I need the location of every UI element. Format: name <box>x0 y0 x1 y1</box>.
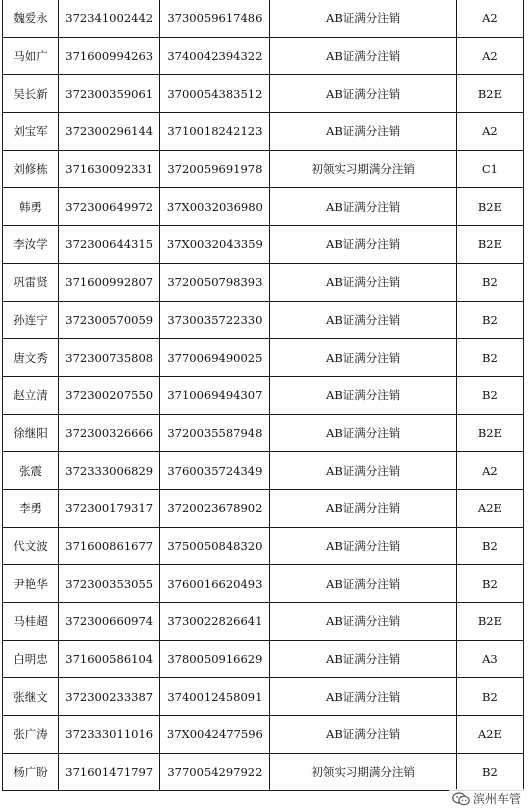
cell-id-2: 3720059691978 <box>160 150 270 188</box>
cell-id-1: 372333006829 <box>59 452 160 490</box>
cell-id-1: 371600994263 <box>59 37 160 75</box>
cell-id-2: 3760035724349 <box>160 452 270 490</box>
cell-id-2: 3770054297922 <box>160 753 270 791</box>
cell-reason: AB证满分注销 <box>270 113 456 151</box>
cell-id-1: 372300233387 <box>59 678 160 716</box>
cell-id-2: 3770069490025 <box>160 339 270 377</box>
cell-name: 孙连宁 <box>3 301 59 339</box>
cell-name: 李汝学 <box>3 226 59 264</box>
cell-name: 张广涛 <box>3 716 59 754</box>
cell-grade: B2 <box>456 753 523 791</box>
cell-grade: A2E <box>456 716 523 754</box>
table-row <box>3 452 524 490</box>
table-row <box>3 527 524 565</box>
cell-reason: AB证满分注销 <box>270 339 456 377</box>
table-row <box>3 150 524 188</box>
cell-reason: AB证满分注销 <box>270 527 456 565</box>
cell-reason: AB证满分注销 <box>270 489 456 527</box>
cell-grade: B2E <box>456 188 523 226</box>
cell-id-1: 372300359061 <box>59 75 160 113</box>
cell-name: 代文波 <box>3 527 59 565</box>
cell-id-1: 372341002442 <box>59 0 160 37</box>
cell-name: 马如广 <box>3 37 59 75</box>
table-row <box>3 565 524 603</box>
cell-name: 李勇 <box>3 489 59 527</box>
cell-id-1: 372300207550 <box>59 376 160 414</box>
cell-id-2: 3710018242123 <box>160 113 270 151</box>
cell-name: 吴长新 <box>3 75 59 113</box>
cell-grade: A2 <box>456 0 523 37</box>
cell-id-1: 372300296144 <box>59 113 160 151</box>
cell-id-1: 372300649972 <box>59 188 160 226</box>
revocation-table <box>2 0 524 791</box>
table-row <box>3 263 524 301</box>
cell-reason: AB证满分注销 <box>270 452 456 490</box>
cell-id-2: 3730059617486 <box>160 0 270 37</box>
cell-grade: B2 <box>456 263 523 301</box>
table-row <box>3 376 524 414</box>
table-row <box>3 339 524 377</box>
cell-name: 杨广盼 <box>3 753 59 791</box>
cell-id-1: 371600992807 <box>59 263 160 301</box>
cell-id-1: 371600586104 <box>59 640 160 678</box>
table-row <box>3 489 524 527</box>
cell-id-2: 3700054383512 <box>160 75 270 113</box>
table-row <box>3 37 524 75</box>
cell-grade: B2 <box>456 339 523 377</box>
cell-grade: B2E <box>456 75 523 113</box>
cell-name: 尹艳华 <box>3 565 59 603</box>
cell-id-2: 3750050848320 <box>160 527 270 565</box>
cell-grade: A2E <box>456 489 523 527</box>
cell-name: 马桂超 <box>3 603 59 641</box>
cell-name: 白明忠 <box>3 640 59 678</box>
cell-id-2: 37X0032043359 <box>160 226 270 264</box>
cell-grade: A2 <box>456 37 523 75</box>
cell-reason: AB证满分注销 <box>270 188 456 226</box>
cell-grade: B2 <box>456 301 523 339</box>
cell-id-2: 3710069494307 <box>160 376 270 414</box>
cell-reason: AB证满分注销 <box>270 75 456 113</box>
cell-id-2: 3730022826641 <box>160 603 270 641</box>
cell-reason: AB证满分注销 <box>270 226 456 264</box>
cell-reason: AB证满分注销 <box>270 263 456 301</box>
table-row <box>3 188 524 226</box>
cell-id-1: 372300179317 <box>59 489 160 527</box>
table-row <box>3 0 524 37</box>
table-row <box>3 678 524 716</box>
table-row <box>3 716 524 754</box>
cell-name: 张继文 <box>3 678 59 716</box>
watermark <box>449 789 524 808</box>
cell-name: 张震 <box>3 452 59 490</box>
cell-reason: 初领实习期满分注销 <box>270 150 456 188</box>
cell-grade: B2E <box>456 226 523 264</box>
cell-name: 徐继阳 <box>3 414 59 452</box>
cell-name: 赵立清 <box>3 376 59 414</box>
cell-id-2: 3740012458091 <box>160 678 270 716</box>
cell-reason: AB证满分注销 <box>270 414 456 452</box>
cell-id-1: 371630092331 <box>59 150 160 188</box>
cell-id-2: 3720035587948 <box>160 414 270 452</box>
table-row <box>3 640 524 678</box>
cell-id-1: 372300570059 <box>59 301 160 339</box>
cell-name: 韩勇 <box>3 188 59 226</box>
cell-id-2: 3740042394322 <box>160 37 270 75</box>
table-row <box>3 301 524 339</box>
table-row <box>3 753 524 791</box>
cell-id-1: 371601471797 <box>59 753 160 791</box>
cell-id-1: 372300644315 <box>59 226 160 264</box>
table-row <box>3 603 524 641</box>
cell-id-2: 3780050916629 <box>160 640 270 678</box>
cell-name: 刘修栋 <box>3 150 59 188</box>
cell-reason: AB证满分注销 <box>270 603 456 641</box>
cell-id-1: 372333011016 <box>59 716 160 754</box>
cell-id-1: 372300735808 <box>59 339 160 377</box>
cell-name: 刘宝军 <box>3 113 59 151</box>
cell-id-2: 3730035722330 <box>160 301 270 339</box>
cell-reason: AB证满分注销 <box>270 640 456 678</box>
cell-reason: AB证满分注销 <box>270 0 456 37</box>
cell-name: 巩雷贤 <box>3 263 59 301</box>
cell-grade: A2 <box>456 452 523 490</box>
cell-grade: B2 <box>456 678 523 716</box>
cell-id-2: 3760016620493 <box>160 565 270 603</box>
table-row <box>3 113 524 151</box>
cell-name: 魏爱永 <box>3 0 59 37</box>
cell-grade: B2 <box>456 527 523 565</box>
cell-reason: AB证满分注销 <box>270 678 456 716</box>
cell-reason: AB证满分注销 <box>270 37 456 75</box>
cell-id-2: 37X0032036980 <box>160 188 270 226</box>
cell-grade: A3 <box>456 640 523 678</box>
cell-grade: C1 <box>456 150 523 188</box>
cell-id-2: 37X0042477596 <box>160 716 270 754</box>
cell-reason: AB证满分注销 <box>270 301 456 339</box>
table-row <box>3 226 524 264</box>
cell-grade: A2 <box>456 113 523 151</box>
cell-id-1: 372300326666 <box>59 414 160 452</box>
cell-id-1: 372300353055 <box>59 565 160 603</box>
cell-grade: B2E <box>456 603 523 641</box>
cell-grade: B2E <box>456 414 523 452</box>
watermark-text: 滨州车管 <box>472 792 521 806</box>
table-row <box>3 75 524 113</box>
cell-id-1: 372300660974 <box>59 603 160 641</box>
cell-grade: B2 <box>456 376 523 414</box>
cell-id-2: 3720050798393 <box>160 263 270 301</box>
table-row <box>3 414 524 452</box>
cell-name: 唐文秀 <box>3 339 59 377</box>
cell-id-2: 3720023678902 <box>160 489 270 527</box>
cell-reason: AB证满分注销 <box>270 716 456 754</box>
cell-reason: AB证满分注销 <box>270 376 456 414</box>
cell-grade: B2 <box>456 565 523 603</box>
cell-id-1: 371600861677 <box>59 527 160 565</box>
cell-reason: AB证满分注销 <box>270 565 456 603</box>
cell-reason: 初领实习期满分注销 <box>270 753 456 791</box>
wechat-icon <box>452 792 470 806</box>
